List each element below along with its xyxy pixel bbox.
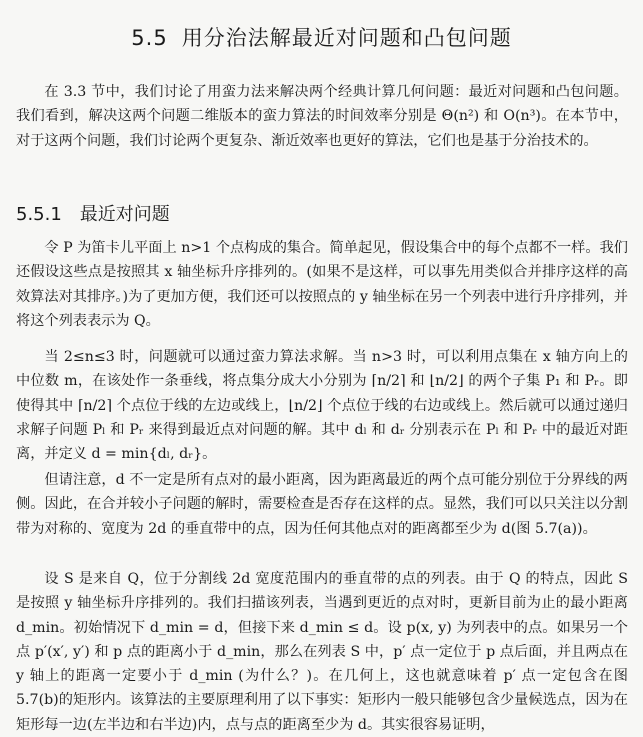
body-paragraph: 令 P 为笛卡儿平面上 n>1 个点构成的集合。简单起见，假设集合中的每个点都不一样。我们还假设这些点是按照其 x 轴坐标升序排列的。(如果不是这样，可以事先用类似合并排序这样的高效算法对其排序。)为了更加方便，我们还可以按照点的 y 轴坐标在另一个列表中进行升序排列，并将这个列表表示为 Q。 [16,240,628,329]
body-paragraph: 设 S 是来自 Q，位于分割线 2d 宽度范围内的垂直带的点的列表。由于 Q 的特点，因此 S 是按照 y 轴坐标升序排列的。我们扫描该列表，当遇到更近的点对时，更新目前为止的最小距离 d_min。初始情况下 d_min = d，但接下来 d_min ≤ d。设 p(x, y) 为列表中的点。如果另一个点 p′(x′, y′) 和 p 点的距离小于 d_min，那么在列表 S 中，p′ 点一定位于 p 点后面，并且两点在 y 轴上的距离一定要小于 d_min (为什么？)。在几何上，这也就意味着 p′ 点一定包含在图 5.7(b)的矩形内。该算法的主要原理利用了以下事实：矩形内一般只能够包含少量候选点，因为在矩形每一边(左半边和右半边)内，点与点的距离至少为 d。其实很容易证明， [16,571,628,733]
subsection-title: 最近对问题 [79,204,170,225]
section-number: 5.5 [131,26,168,50]
intro-paragraph: 在 3.3 节中，我们讨论了用蛮力法来解决两个经典计算几何问题：最近对问题和凸包问题。我们看到，解决这两个问题二维版本的蛮力算法的时间效率分别是 Θ(n²) 和 O(n³)。在本节中，对于这两个问题，我们讨论两个更复杂、渐近效率也更好的算法，它们也是基于分治技术的。 [16,84,628,149]
subsection-number: 5.5.1 [16,204,62,225]
section-heading [0,22,643,52]
subsection-heading [16,200,170,226]
body-paragraph: 但请注意，d 不一定是所有点对的最小距离，因为距离最近的两个点可能分别位于分界线的两侧。因此，在合并较小子问题的解时，需要检查是否存在这样的点。显然，我们可以只关注以分割带为对称的、宽度为 2d 的垂直带中的点，因为任何其他点对的距离都至少为 d(图 5.7(a))。 [16,472,628,537]
section-title: 用分治法解最近对问题和凸包问题 [181,26,512,50]
body-paragraph: 当 2≤n≤3 时，问题就可以通过蛮力算法求解。当 n>3 时，可以利用点集在 x 轴方向上的中位数 m，在该处作一条垂线，将点集分成大小分别为 ⌈n/2⌉ 和 ⌊n/2⌋ 的两个子集 P₁ 和 Pᵣ。即使得其中 ⌈n/2⌉ 个点位于线的左边或线上，⌊n/2⌋ 个点位于线的右边或线上。然后就可以通过递归求解子问题 Pₗ 和 Pᵣ 来得到最近点对问题的解。其中 dₗ 和 dᵣ 分别表示在 Pₗ 和 Pᵣ 中的最近对距离，并定义 d = min{dₗ, dᵣ}。 [16,349,628,463]
